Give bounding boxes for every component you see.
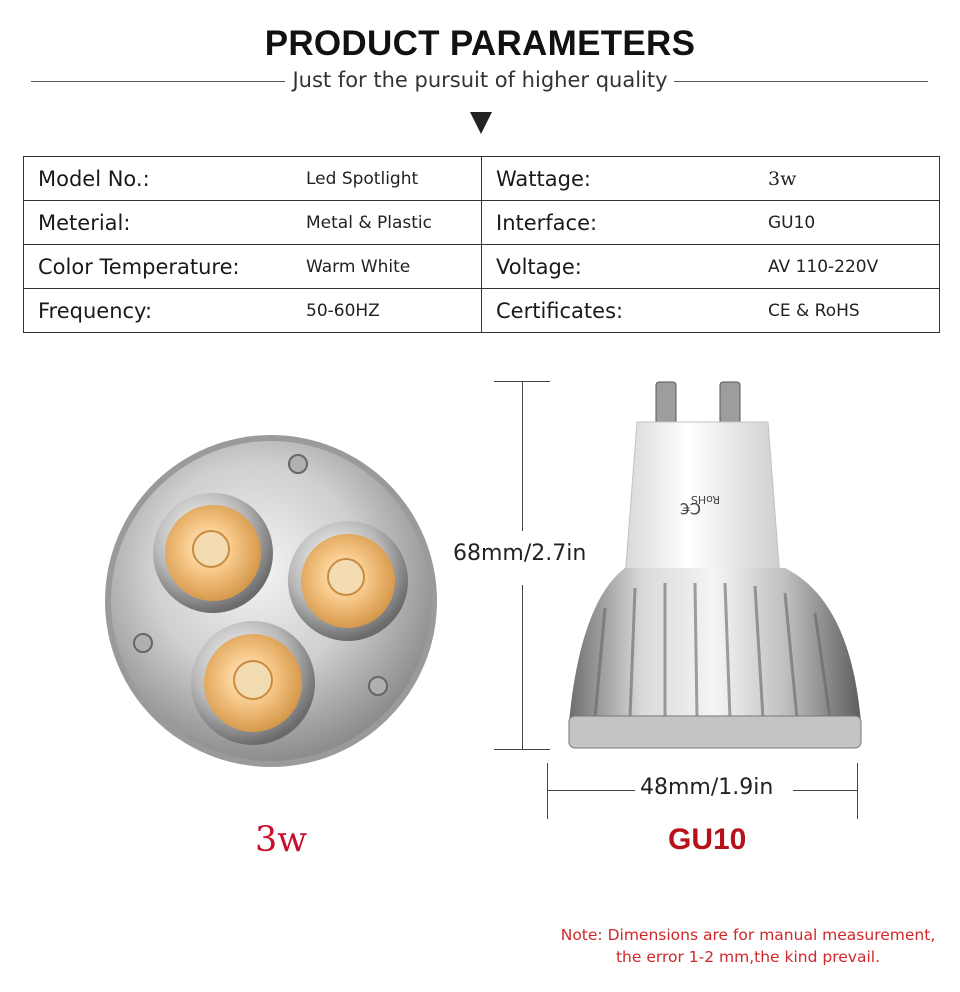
param-label: Certificates: <box>496 298 624 323</box>
wattage-caption: 3w <box>255 820 308 860</box>
table-cell <box>24 245 482 289</box>
table-cell <box>24 201 482 245</box>
table-row <box>24 289 940 333</box>
width-tick-left <box>547 763 548 819</box>
table-cell <box>482 157 940 201</box>
heat-sink <box>569 568 861 723</box>
bulb-side-image <box>565 378 865 758</box>
width-dimension: 48mm/1.9in <box>640 775 774 800</box>
page-subtitle: Just for the pursuit of higher quality <box>292 68 668 92</box>
table-cell <box>24 157 482 201</box>
screw-3 <box>369 677 387 695</box>
param-value: GU10 <box>768 212 816 233</box>
page-title: PRODUCT PARAMETERS <box>264 24 696 63</box>
width-line <box>547 790 635 791</box>
param-value: Led Spotlight <box>306 168 419 189</box>
rohs-mark: RoHS <box>690 493 720 506</box>
param-label: Wattage: <box>496 166 591 191</box>
height-line <box>522 381 523 531</box>
param-value: 50-60HZ <box>306 300 380 321</box>
bulb-front-image <box>103 433 439 769</box>
height-dimension: 68mm/2.7in <box>453 541 587 566</box>
led-1 <box>153 493 273 613</box>
measurement-note <box>548 924 948 968</box>
height-tick-bottom <box>494 749 550 750</box>
param-label: Voltage: <box>496 254 582 279</box>
table-row <box>24 245 940 289</box>
width-line <box>793 790 857 791</box>
pin-right <box>720 382 740 424</box>
param-label: Interface: <box>496 210 598 235</box>
led-3 <box>191 621 315 745</box>
param-label: Color Temperature: <box>38 254 240 279</box>
table-row <box>24 157 940 201</box>
param-label: Model No.: <box>38 166 150 191</box>
interface-caption: GU10 <box>668 823 747 856</box>
table-cell <box>482 245 940 289</box>
table-cell <box>24 289 482 333</box>
param-label: Meterial: <box>38 210 131 235</box>
table-cell <box>482 201 940 245</box>
screw-1 <box>289 455 307 473</box>
param-value: Warm White <box>306 256 411 277</box>
param-value: AV 110-220V <box>768 256 879 277</box>
width-tick-right <box>857 763 858 819</box>
down-arrow-icon <box>470 112 492 134</box>
led-2 <box>288 521 408 641</box>
pin-left <box>656 382 676 424</box>
ce-mark: C€ <box>679 499 701 518</box>
param-value: 3w <box>768 167 797 190</box>
table-cell <box>482 289 940 333</box>
param-value: CE & RoHS <box>768 300 860 321</box>
param-value: Metal & Plastic <box>306 212 432 233</box>
front-rim <box>569 716 861 748</box>
note-line-2: the error 1-2 mm,the kind prevail. <box>615 948 881 966</box>
note-line-1: Note: Dimensions are for manual measurement, <box>560 926 936 944</box>
parameters-table <box>23 156 940 333</box>
screw-2 <box>134 634 152 652</box>
param-label: Frequency: <box>38 298 153 323</box>
height-line <box>522 585 523 749</box>
table-row <box>24 201 940 245</box>
